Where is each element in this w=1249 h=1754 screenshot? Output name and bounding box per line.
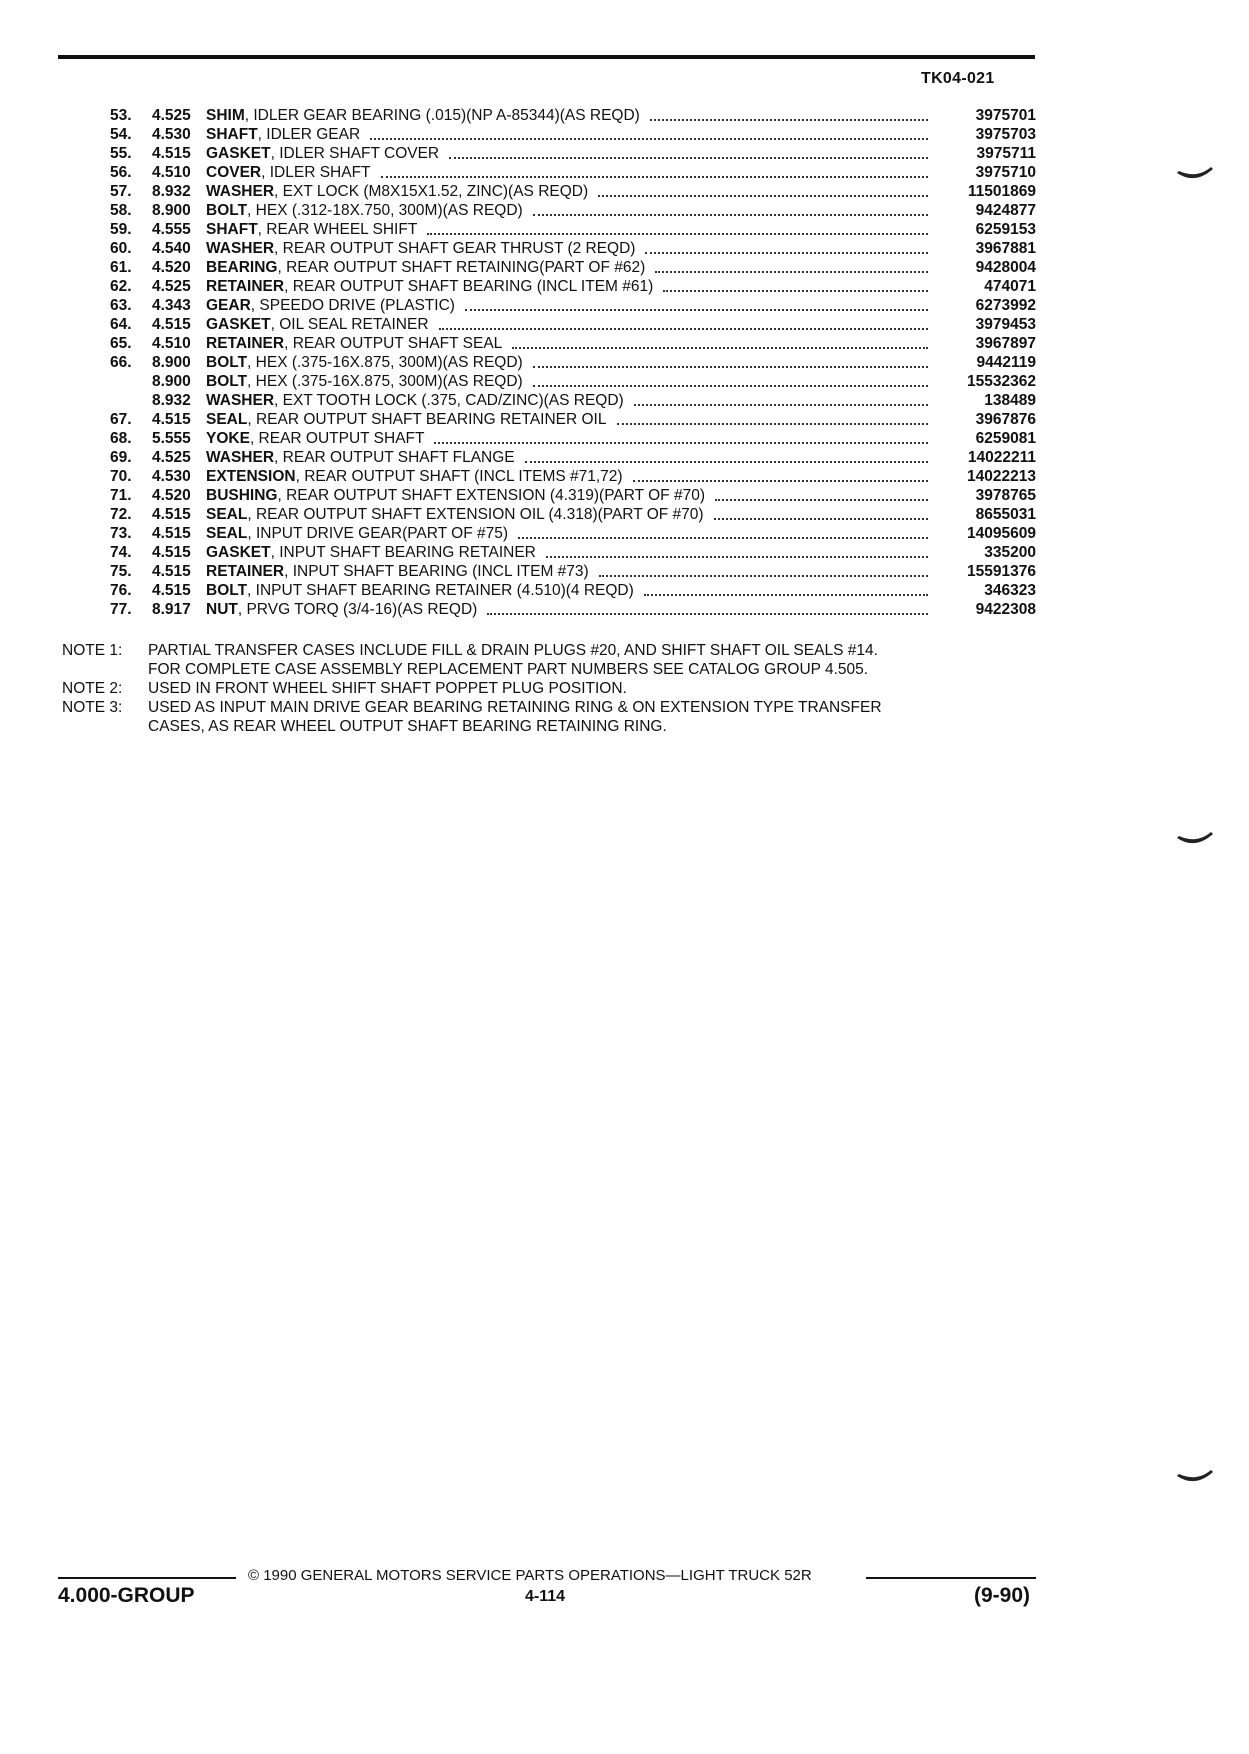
part-name: RETAINER (206, 335, 285, 352)
part-description (206, 353, 936, 372)
group-number: 4.540 (152, 240, 191, 257)
note-text: USED IN FRONT WHEEL SHIFT SHAFT POPPET PLUG POSITION. (148, 680, 627, 697)
part-name: SHIM (206, 107, 245, 124)
group-number: 8.932 (152, 183, 191, 200)
group-number: 8.932 (152, 392, 191, 409)
parts-row (110, 220, 1036, 239)
parts-row (110, 144, 1036, 163)
part-detail: , REAR OUTPUT SHAFT SEAL (284, 335, 503, 352)
part-number: 6259153 (975, 221, 1036, 238)
part-number: 3978765 (975, 487, 1036, 504)
dot-leader (634, 391, 928, 406)
parts-row (110, 125, 1036, 144)
part-description (206, 543, 936, 562)
part-detail: , INPUT SHAFT BEARING (INCL ITEM #73) (284, 563, 589, 580)
part-number: 8655031 (975, 506, 1036, 523)
dot-leader (427, 220, 928, 235)
part-description (206, 372, 936, 391)
dot-leader (533, 372, 928, 387)
parts-row (110, 562, 1036, 581)
part-name: GEAR (206, 297, 251, 314)
part-name: BOLT (206, 354, 248, 371)
parts-list (110, 106, 1036, 619)
item-number: 63. (110, 297, 132, 314)
part-detail: , EXT TOOTH LOCK (.375, CAD/ZINC)(AS REQD) (274, 392, 624, 409)
part-description (206, 144, 936, 163)
part-number: 6273992 (975, 297, 1036, 314)
parts-row (110, 486, 1036, 505)
part-name: GASKET (206, 544, 271, 561)
part-name: NUT (206, 601, 238, 618)
dot-leader (617, 410, 929, 425)
part-description (206, 391, 936, 410)
item-number: 59. (110, 221, 132, 238)
part-detail: , PRVG TORQ (3/4-16)(AS REQD) (237, 601, 478, 618)
group-number: 4.530 (152, 468, 191, 485)
footer-rule-left (58, 1577, 236, 1579)
dot-leader (650, 106, 928, 121)
parts-row (110, 600, 1036, 619)
item-number: 65. (110, 335, 132, 352)
parts-row (110, 296, 1036, 315)
parts-row (110, 106, 1036, 125)
item-number: 69. (110, 449, 132, 466)
part-number: 9428004 (975, 259, 1036, 276)
group-number: 4.515 (152, 563, 191, 580)
part-number: 3975711 (976, 145, 1036, 162)
note-text: FOR COMPLETE CASE ASSEMBLY REPLACEMENT PART NUMBERS SEE CATALOG GROUP 4.505. (148, 661, 869, 678)
part-number: 14022213 (967, 468, 1036, 485)
parts-row (110, 277, 1036, 296)
part-detail: , REAR WHEEL SHIFT (257, 221, 418, 238)
parts-row (110, 543, 1036, 562)
group-number: 4.515 (152, 506, 191, 523)
part-name: WASHER (206, 392, 275, 409)
part-name: COVER (206, 164, 262, 181)
part-name: BUSHING (206, 487, 278, 504)
parts-row (110, 391, 1036, 410)
dot-leader (370, 125, 928, 140)
part-detail: , IDLER GEAR BEARING (.015)(NP A-85344)(AS REQD) (244, 107, 640, 124)
dot-leader (714, 505, 928, 520)
group-number: 4.515 (152, 316, 191, 333)
part-number: 3967897 (975, 335, 1036, 352)
part-detail: , REAR OUTPUT SHAFT GEAR THRUST (2 REQD) (274, 240, 636, 257)
item-number: 62. (110, 278, 132, 295)
part-name: SEAL (206, 411, 248, 428)
note-text: CASES, AS REAR WHEEL OUTPUT SHAFT BEARING RETAINING RING. (148, 718, 667, 735)
dot-leader (644, 581, 928, 596)
dot-leader (633, 467, 928, 482)
part-description (206, 201, 936, 220)
item-number: 74. (110, 544, 132, 561)
item-number: 72. (110, 506, 132, 523)
part-description (206, 467, 936, 486)
part-detail: , REAR OUTPUT SHAFT EXTENSION OIL (4.318)(PART OF #70) (247, 506, 704, 523)
part-description (206, 258, 936, 277)
group-number: 4.525 (152, 278, 191, 295)
part-number: 6259081 (975, 430, 1036, 447)
item-number: 75. (110, 563, 132, 580)
part-number: 11501869 (967, 183, 1036, 200)
part-number: 15591376 (967, 563, 1036, 580)
part-detail: , REAR OUTPUT SHAFT (249, 430, 425, 447)
part-number: 346323 (984, 582, 1036, 599)
part-detail: , INPUT SHAFT BEARING RETAINER (270, 544, 536, 561)
part-number: 15532362 (967, 373, 1036, 390)
notes-section (62, 641, 1042, 736)
revision-date: (9-90) (974, 1584, 1031, 1607)
note-text: USED AS INPUT MAIN DRIVE GEAR BEARING RETAINING RING & ON EXTENSION TYPE TRANSFER (148, 699, 882, 716)
group-number: 4.510 (152, 164, 191, 181)
part-detail: , HEX (.312-18X.750, 300M)(AS REQD) (247, 202, 523, 219)
item-number: 76. (110, 582, 132, 599)
parts-row (110, 201, 1036, 220)
item-number: 60. (110, 240, 132, 257)
part-name: EXTENSION (206, 468, 296, 485)
parts-row (110, 524, 1036, 543)
part-detail: , INPUT DRIVE GEAR(PART OF #75) (247, 525, 509, 542)
item-number: 54. (110, 126, 132, 143)
dot-leader (381, 163, 928, 178)
group-number: 8.917 (152, 601, 191, 618)
item-number: 66. (110, 354, 132, 371)
part-description (206, 239, 936, 258)
part-number: 3975710 (975, 164, 1036, 181)
catalog-group-label: 4.000-GROUP (58, 1584, 195, 1607)
part-description (206, 410, 936, 429)
item-number: 64. (110, 316, 132, 333)
part-name: SEAL (206, 506, 248, 523)
group-number: 8.900 (152, 202, 191, 219)
note-label: NOTE 1: (62, 642, 123, 659)
dot-leader (465, 296, 928, 311)
parts-row (110, 581, 1036, 600)
dot-leader (434, 429, 928, 444)
part-number: 9422308 (975, 601, 1036, 618)
item-number: 53. (110, 107, 132, 124)
dot-leader (525, 448, 928, 463)
part-description (206, 429, 936, 448)
part-description (206, 125, 936, 144)
parts-row (110, 448, 1036, 467)
dot-leader (715, 486, 928, 501)
part-detail: , IDLER SHAFT COVER (270, 145, 440, 162)
part-detail: , REAR OUTPUT SHAFT (INCL ITEMS #71,72) (295, 468, 623, 485)
part-name: BEARING (206, 259, 278, 276)
part-detail: , IDLER SHAFT (261, 164, 371, 181)
group-number: 4.525 (152, 449, 191, 466)
note (62, 698, 1042, 736)
group-number: 4.525 (152, 107, 191, 124)
group-number: 4.343 (152, 297, 191, 314)
part-detail: , REAR OUTPUT SHAFT EXTENSION (4.319)(PART OF #70) (277, 487, 705, 504)
header-rule (58, 55, 1035, 59)
parts-row (110, 410, 1036, 429)
part-detail: , HEX (.375-16X.875, 300M)(AS REQD) (247, 373, 523, 390)
part-name: WASHER (206, 183, 275, 200)
note-label: NOTE 2: (62, 680, 123, 697)
parts-row (110, 372, 1036, 391)
item-number: 68. (110, 430, 132, 447)
part-number: 14022211 (967, 449, 1036, 466)
parts-row (110, 334, 1036, 353)
group-number: 4.515 (152, 145, 191, 162)
part-number: 9442119 (976, 354, 1036, 371)
part-description (206, 182, 936, 201)
parts-row (110, 315, 1036, 334)
part-description (206, 334, 936, 353)
parts-row (110, 182, 1036, 201)
binder-hole-mark-icon (1175, 1466, 1215, 1492)
part-description (206, 296, 936, 315)
part-description (206, 505, 936, 524)
part-description (206, 448, 936, 467)
dot-leader (533, 201, 928, 216)
dot-leader (655, 258, 928, 273)
binder-hole-mark-icon (1175, 828, 1215, 854)
part-detail: , REAR OUTPUT SHAFT FLANGE (274, 449, 515, 466)
part-name: SHAFT (206, 126, 258, 143)
dot-leader (663, 277, 928, 292)
part-description (206, 562, 936, 581)
dot-leader (487, 600, 928, 615)
part-description (206, 220, 936, 239)
group-number: 5.555 (152, 430, 191, 447)
item-number: 57. (110, 183, 132, 200)
dot-leader (599, 562, 928, 577)
part-number: 3967876 (975, 411, 1036, 428)
dot-leader (518, 524, 928, 539)
part-description (206, 486, 936, 505)
part-name: WASHER (206, 240, 275, 257)
part-name: GASKET (206, 145, 271, 162)
part-description (206, 163, 936, 182)
part-number: 3967881 (975, 240, 1036, 257)
group-number: 4.515 (152, 411, 191, 428)
part-detail: , REAR OUTPUT SHAFT BEARING (INCL ITEM #61) (284, 278, 654, 295)
parts-row (110, 467, 1036, 486)
parts-row (110, 353, 1036, 372)
part-number: 3975703 (975, 126, 1036, 143)
note-text: PARTIAL TRANSFER CASES INCLUDE FILL & DRAIN PLUGS #20, AND SHIFT SHAFT OIL SEALS #14. (148, 642, 878, 659)
group-number: 4.515 (152, 544, 191, 561)
item-number: 71. (110, 487, 132, 504)
dot-leader (439, 315, 928, 330)
part-detail: , EXT LOCK (M8X15X1.52, ZINC)(AS REQD) (274, 183, 589, 200)
part-number: 335200 (984, 544, 1036, 561)
part-name: YOKE (206, 430, 250, 447)
group-number: 8.900 (152, 373, 191, 390)
part-detail: , SPEEDO DRIVE (PLASTIC) (250, 297, 455, 314)
part-detail: , OIL SEAL RETAINER (270, 316, 429, 333)
dot-leader (512, 334, 928, 349)
part-name: SHAFT (206, 221, 258, 238)
part-description (206, 600, 936, 619)
part-number: 14095609 (967, 525, 1036, 542)
group-number: 4.515 (152, 525, 191, 542)
item-number: 55. (110, 145, 132, 162)
parts-row (110, 258, 1036, 277)
part-description (206, 524, 936, 543)
part-name: WASHER (206, 449, 275, 466)
part-description (206, 106, 936, 125)
item-number: 67. (110, 411, 132, 428)
part-name: BOLT (206, 202, 248, 219)
item-number: 77. (110, 601, 132, 618)
part-detail: , INPUT SHAFT BEARING RETAINER (4.510)(4 REQD) (247, 582, 634, 599)
part-number: 3975701 (975, 107, 1036, 124)
part-description (206, 277, 936, 296)
document-code: TK04-021 (921, 70, 995, 87)
part-name: GASKET (206, 316, 271, 333)
page-number: 4-114 (525, 1588, 566, 1605)
item-number: 70. (110, 468, 132, 485)
part-description (206, 581, 936, 600)
note (62, 679, 1042, 698)
item-number: 61. (110, 259, 132, 276)
part-detail: , REAR OUTPUT SHAFT BEARING RETAINER OIL (247, 411, 607, 428)
group-number: 8.900 (152, 354, 191, 371)
part-number: 138489 (984, 392, 1036, 409)
dot-leader (546, 543, 928, 558)
copyright-line: © 1990 GENERAL MOTORS SERVICE PARTS OPERATIONS—LIGHT TRUCK 52R (248, 1567, 812, 1584)
item-number: 56. (110, 164, 132, 181)
part-name: RETAINER (206, 563, 285, 580)
parts-row (110, 239, 1036, 258)
part-number: 9424877 (975, 202, 1036, 219)
note (62, 641, 1042, 679)
part-name: RETAINER (206, 278, 285, 295)
dot-leader (598, 182, 928, 197)
group-number: 4.520 (152, 259, 191, 276)
dot-leader (645, 239, 928, 254)
group-number: 4.530 (152, 126, 191, 143)
dot-leader (449, 144, 928, 159)
part-description (206, 315, 936, 334)
part-number: 3979453 (975, 316, 1036, 333)
parts-row (110, 163, 1036, 182)
group-number: 4.510 (152, 335, 191, 352)
item-number: 73. (110, 525, 132, 542)
part-number: 474071 (984, 278, 1036, 295)
note-label: NOTE 3: (62, 699, 123, 716)
dot-leader (533, 353, 928, 368)
footer-rule-right (866, 1577, 1036, 1579)
binder-hole-mark-icon (1175, 163, 1215, 189)
group-number: 4.515 (152, 582, 191, 599)
part-name: BOLT (206, 582, 248, 599)
parts-row (110, 505, 1036, 524)
group-number: 4.555 (152, 221, 191, 238)
part-detail: , HEX (.375-16X.875, 300M)(AS REQD) (247, 354, 523, 371)
parts-row (110, 429, 1036, 448)
part-name: SEAL (206, 525, 248, 542)
item-number: 58. (110, 202, 132, 219)
part-detail: , REAR OUTPUT SHAFT RETAINING(PART OF #62) (277, 259, 646, 276)
part-name: BOLT (206, 373, 248, 390)
part-detail: , IDLER GEAR (257, 126, 361, 143)
group-number: 4.520 (152, 487, 191, 504)
